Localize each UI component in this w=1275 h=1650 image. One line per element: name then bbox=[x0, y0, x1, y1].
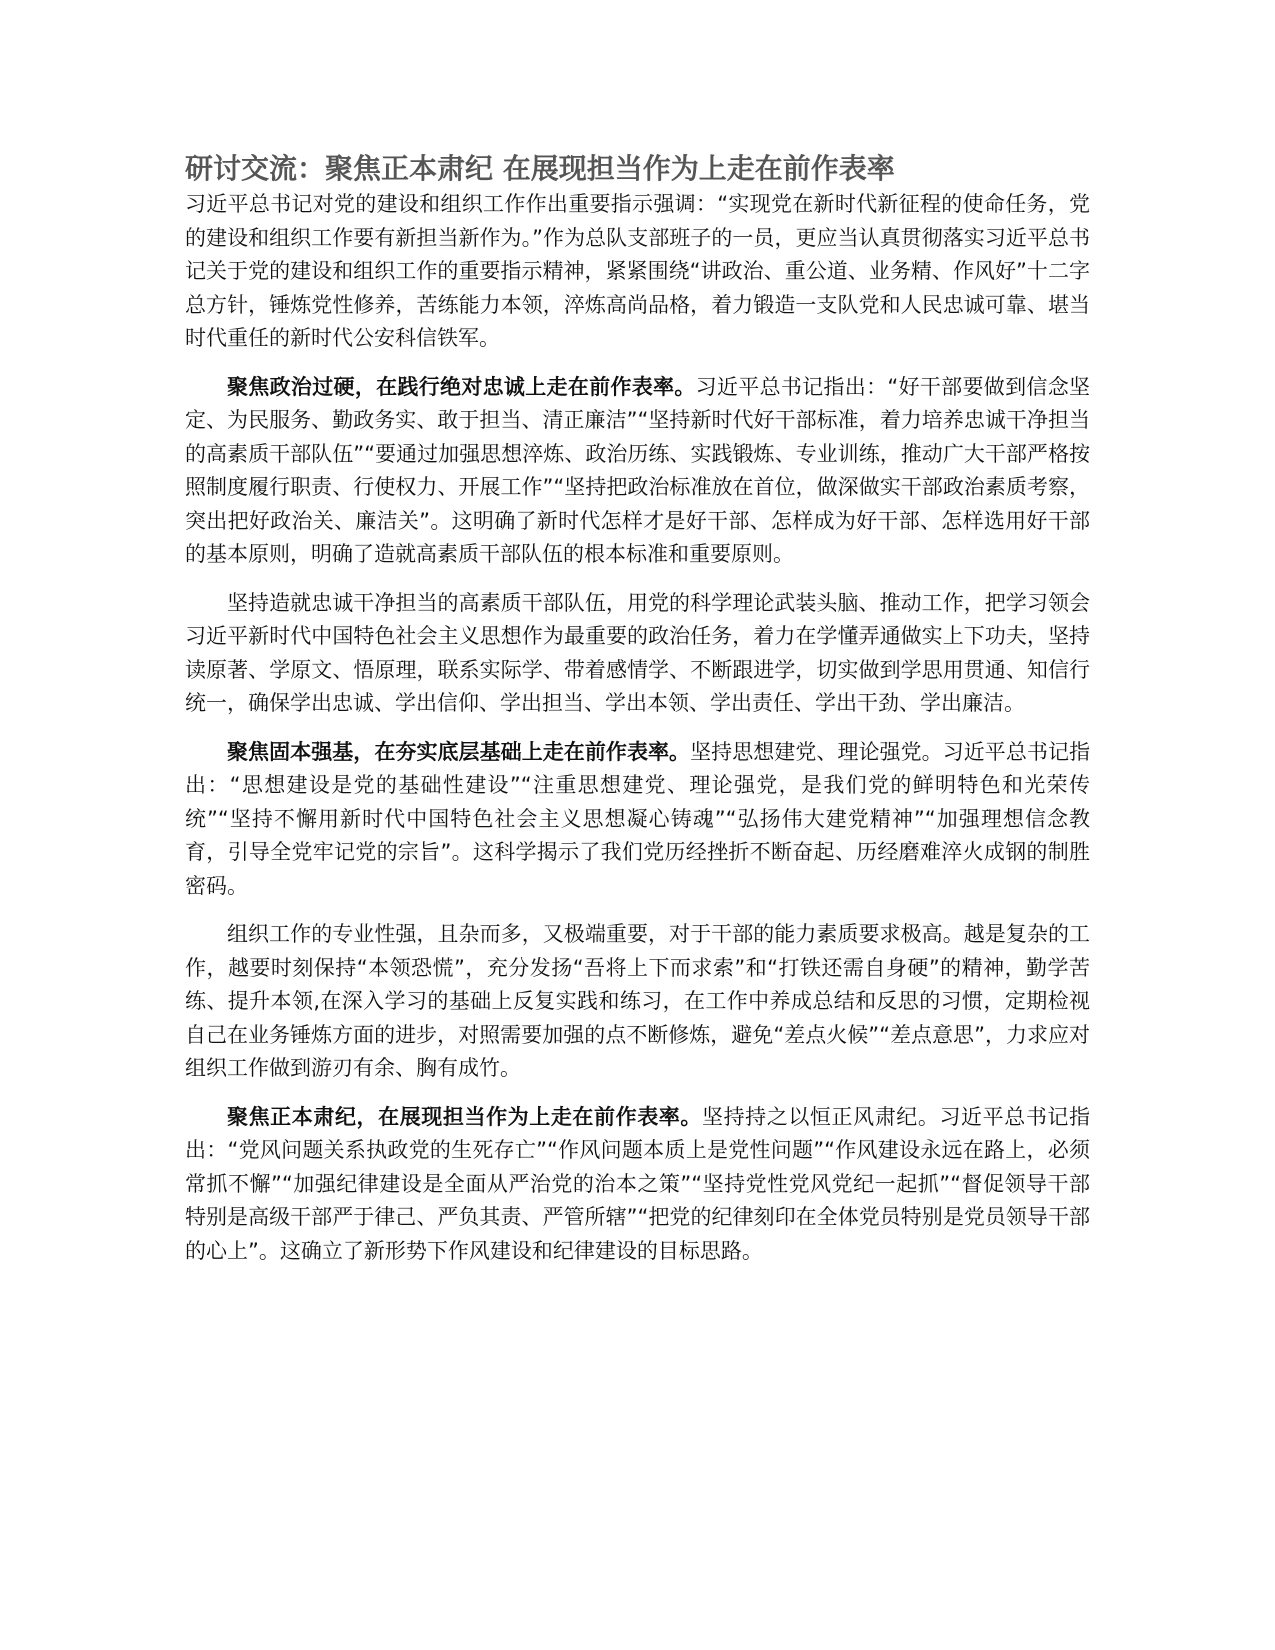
section-lead-1: 聚焦政治过硬，在践行绝对忠诚上走在前作表率。 bbox=[227, 374, 696, 399]
section-text-4: 组织工作的专业性强，且杂而多，又极端重要，对于干部的能力素质要求极高。越是复杂的工作，越要时刻保持“本领恐慌”，充分发扬“吾将上下而求索”和“打铁还需自身硬”的精神，勤学苦练、提升本领,在深入学习的基础上反复实践和练习，在工作中养成总结和反思的习惯，定期检视自己在业务锤炼方面的进步，对照需要加强的点不断修炼，避免“差点火候”“差点意思”，力求应对组织工作做到游刃有余、胸有成竹。 bbox=[185, 922, 1090, 1080]
section-text-2: 坚持造就忠诚干净担当的高素质干部队伍，用党的科学理论武装头脑、推动工作，把学习领会习近平新时代中国特色社会主义思想作为最重要的政治任务，着力在学懂弄通做实上下功夫，坚持读原著、学原文、悟原理，联系实际学、带着感情学、不断跟进学，切实做到学思用贯通、知信行统一，确保学出忠诚、学出信仰、学出担当、学出本领、学出责任、学出干劲、学出廉洁。 bbox=[185, 590, 1090, 715]
intro-paragraph: 习近平总书记对党的建设和组织工作作出重要指示强调：“实现党在新时代新征程的使命任务，党的建设和组织工作要有新担当新作为。”作为总队支部班子的一员，更应当认真贯彻落实习近平总书记关于党的建设和组织工作的重要指示精神，紧紧围绕“讲政治、重公道、业务精、作风好”十二字总方针，锤炼党性修养，苦练能力本领，淬炼高尚品格，着力锻造一支队党和人民忠诚可靠、堪当时代重任的新时代公安科信铁军。 bbox=[185, 192, 1090, 350]
section-text-5: 坚持持之以恒正风肃纪。习近平总书记指出：“党风问题关系执政党的生死存亡”“作风问题本质上是党性问题”“作风建设永远在路上，必须常抓不懈”“加强纪律建设是全面从严治党的治本之策”“坚持党性党风党纪一起抓”“督促领导干部特别是高级干部严于律己、严负其责、严管所辖”“把党的纪律刻印在全体党员特别是党员领导干部的心上”。这确立了新形势下作风建设和纪律建设的目标思路。 bbox=[185, 1104, 1091, 1263]
section-paragraph-3 bbox=[185, 736, 1090, 904]
section-paragraph-1 bbox=[185, 371, 1090, 572]
document-title: 研讨交流：聚焦正本肃纪 在展现担当作为上走在前作表率 bbox=[185, 152, 895, 185]
section-text-1: 习近平总书记指出：“好干部要做到信念坚定、为民服务、勤政务实、敢于担当、清正廉洁”“坚持新时代好干部标准，着力培养忠诚干净担当的高素质干部队伍”“要通过加强思想淬炼、政治历练、实践锻炼、专业训练，推动广大干部严格按照制度履行职责、行使权力、开展工作”“坚持把政治标准放在首位，做深做实干部政治素质考察，突出把好政治关、廉洁关”。这明确了新时代怎样才是好干部、怎样成为好干部、怎样选用好干部的基本原则，明确了造就高素质干部队伍的根本标准和重要原则。 bbox=[185, 374, 1090, 566]
section-paragraph-2 bbox=[185, 587, 1090, 721]
document-page bbox=[185, 150, 1090, 1268]
section-text-3: 坚持思想建党、理论强党。习近平总书记指出：“思想建设是党的基础性建设”“注重思想建党、理论强党，是我们党的鲜明特色和光荣传统”“坚持不懈用新时代中国特色社会主义思想凝心铸魂”“弘扬伟大建党精神”“加强理想信念教育，引导全党牢记党的宗旨”。这科学揭示了我们党历经挫折不断奋起、历经磨难淬火成钢的制胜密码。 bbox=[185, 739, 1091, 898]
section-lead-5: 聚焦正本肃纪，在展现担当作为上走在前作表率。 bbox=[227, 1104, 702, 1129]
section-paragraph-4 bbox=[185, 918, 1090, 1086]
section-lead-3: 聚焦固本强基，在夯实底层基础上走在前作表率。 bbox=[227, 739, 691, 764]
section-paragraph-5 bbox=[185, 1101, 1090, 1269]
